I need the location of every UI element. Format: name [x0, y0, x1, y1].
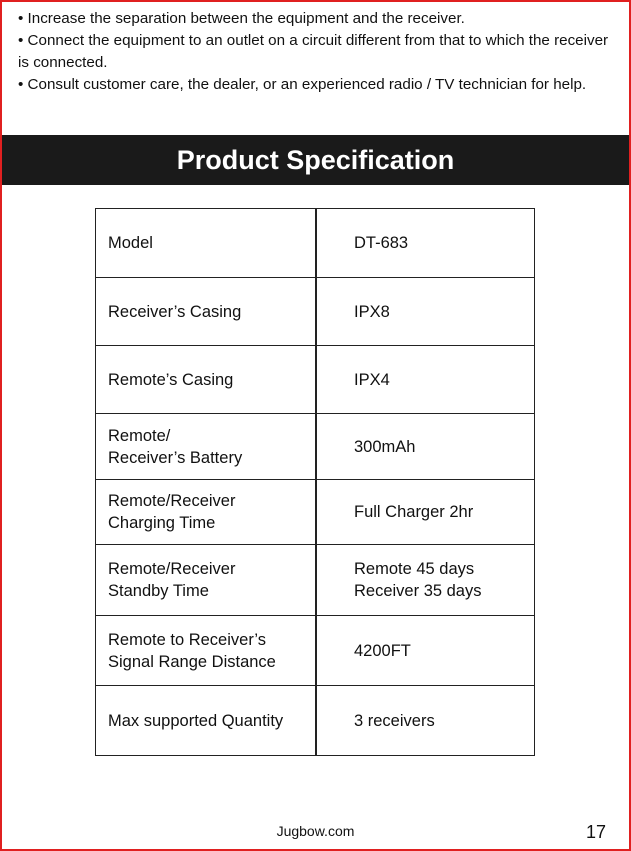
spec-key: Max supported Quantity: [96, 686, 317, 756]
spec-value: 4200FT: [316, 616, 535, 686]
note-item: • Consult customer care, the dealer, or an experienced radio / TV technician for help.: [18, 76, 587, 93]
spec-key: Remote to Receiver’s Signal Range Distance: [96, 616, 317, 686]
spec-value: IPX8: [316, 278, 535, 346]
spec-row: [96, 686, 535, 756]
spec-table: [95, 208, 535, 756]
spec-row: [96, 545, 535, 616]
footer-website: Jugbow.com: [276, 823, 355, 839]
spec-value: Remote 45 days Receiver 35 days: [316, 545, 535, 616]
spec-value: Full Charger 2hr: [316, 480, 535, 545]
spec-key: Remote/Receiver Charging Time: [96, 480, 317, 545]
spec-row: [96, 480, 535, 545]
spec-key: Remote/ Receiver’s Battery: [96, 414, 317, 480]
spec-key: Model: [96, 209, 317, 278]
spec-value: DT-683: [316, 209, 535, 278]
spec-value: 300mAh: [316, 414, 535, 480]
section-banner: [2, 135, 629, 185]
spec-value: IPX4: [316, 346, 535, 414]
spec-row: [96, 414, 535, 480]
spec-row: [96, 616, 535, 686]
spec-key: Remote’s Casing: [96, 346, 317, 414]
section-title: Product Specification: [176, 144, 455, 175]
spec-value: 3 receivers: [316, 686, 535, 756]
page-number: 17: [585, 822, 606, 842]
spec-row: [96, 278, 535, 346]
note-item: • Connect the equipment to an outlet on a circuit different from that to which the receiver is connected.: [18, 32, 609, 71]
spec-row: [96, 346, 535, 414]
spec-key: Remote/Receiver Standby Time: [96, 545, 317, 616]
compliance-notes: [18, 8, 618, 96]
spec-row: [96, 209, 535, 278]
note-item: • Increase the separation between the equipment and the receiver.: [18, 10, 465, 27]
spec-key: Receiver’s Casing: [96, 278, 317, 346]
